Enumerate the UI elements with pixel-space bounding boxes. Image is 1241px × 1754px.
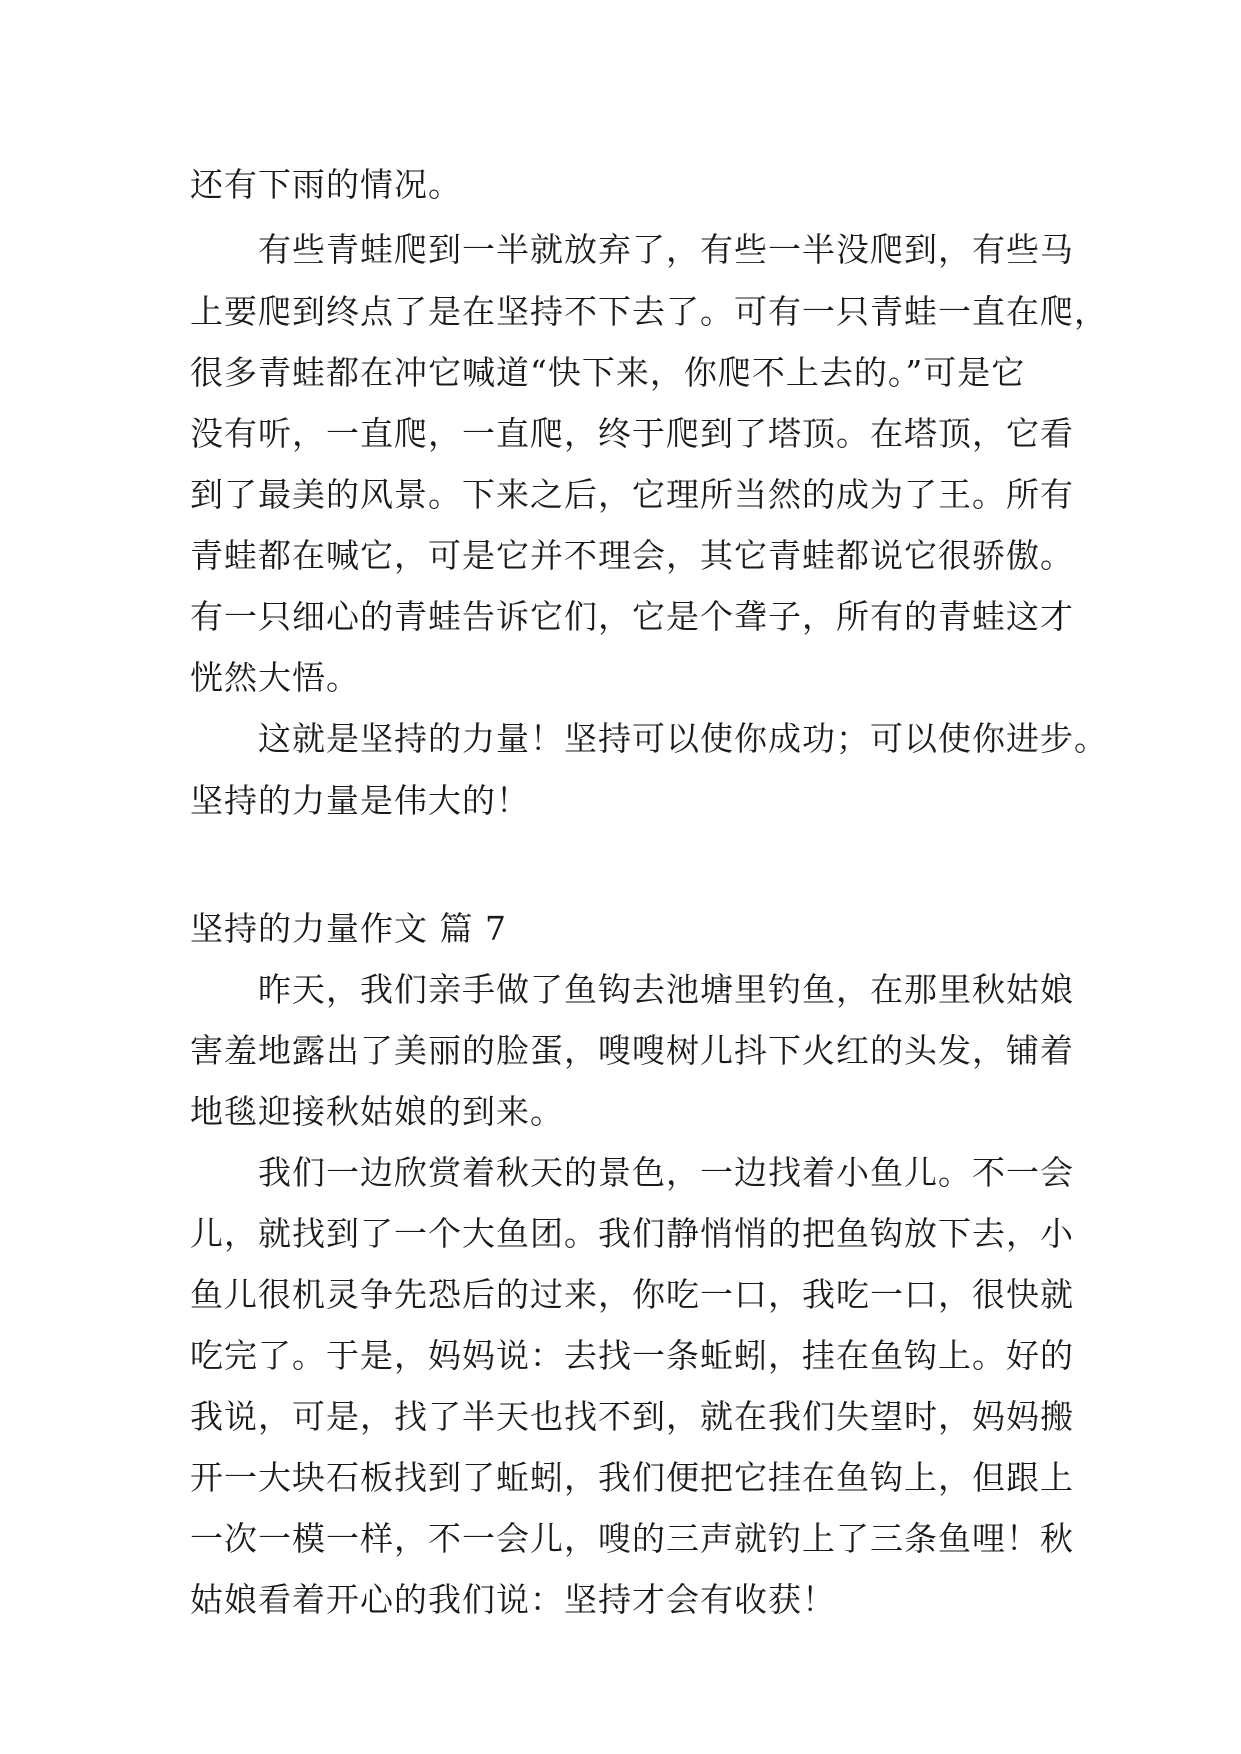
paragraph-line: 鱼儿很机灵争先恐后的过来，你吃一口，我吃一口，很快就 xyxy=(190,1275,1074,1314)
paragraph-line: 坚持的力量是伟大的！ xyxy=(190,781,530,820)
paragraph-line: 到了最美的风景。下来之后，它理所当然的成为了王。所有 xyxy=(190,475,1074,514)
section-heading: 坚持的力量作文 篇 7 xyxy=(190,909,507,948)
paragraph-line: 姑娘看着开心的我们说：坚持才会有收获！ xyxy=(190,1580,836,1619)
paragraph-line: 害羞地露出了美丽的脸蛋，嗖嗖树儿抖下火红的头发，铺着 xyxy=(190,1031,1074,1070)
paragraph-line: 儿，就找到了一个大鱼团。我们静悄悄的把鱼钩放下去，小 xyxy=(190,1214,1074,1253)
paragraph-line: 上要爬到终点了是在坚持不下去了。可有一只青蛙一直在爬， xyxy=(190,292,1108,331)
paragraph-line: 我说，可是，找了半天也找不到，就在我们失望时，妈妈搬 xyxy=(190,1397,1074,1436)
paragraph-line: 地毯迎接秋姑娘的到来。 xyxy=(190,1092,564,1131)
paragraph-line: 还有下雨的情况。 xyxy=(190,165,462,204)
paragraph-line: 这就是坚持的力量！坚持可以使你成功；可以使你进步。 xyxy=(258,719,1108,758)
paragraph-line: 我们一边欣赏着秋天的景色，一边找着小鱼儿。不一会 xyxy=(258,1153,1074,1192)
paragraph-line: 一次一模一样，不一会儿，嗖的三声就钓上了三条鱼哩！秋 xyxy=(190,1519,1074,1558)
paragraph-line: 吃完了。于是，妈妈说：去找一条蚯蚓，挂在鱼钩上。好的 xyxy=(190,1336,1074,1375)
paragraph-line: 恍然大悟。 xyxy=(190,658,360,697)
paragraph-line: 开一大块石板找到了蚯蚓，我们便把它挂在鱼钩上，但跟上 xyxy=(190,1458,1074,1497)
paragraph-line: 很多青蛙都在冲它喊道“快下来，你爬不上去的。”可是它 xyxy=(190,353,1026,392)
paragraph-line: 有些青蛙爬到一半就放弃了，有些一半没爬到，有些马 xyxy=(258,230,1074,269)
paragraph-line: 青蛙都在喊它，可是它并不理会，其它青蛙都说它很骄傲。 xyxy=(190,536,1074,575)
paragraph-line: 昨天，我们亲手做了鱼钩去池塘里钓鱼，在那里秋姑娘 xyxy=(258,970,1074,1009)
paragraph-line: 有一只细心的青蛙告诉它们，它是个聋子，所有的青蛙这才 xyxy=(190,597,1074,636)
paragraph-line: 没有听，一直爬，一直爬，终于爬到了塔顶。在塔顶，它看 xyxy=(190,414,1074,453)
